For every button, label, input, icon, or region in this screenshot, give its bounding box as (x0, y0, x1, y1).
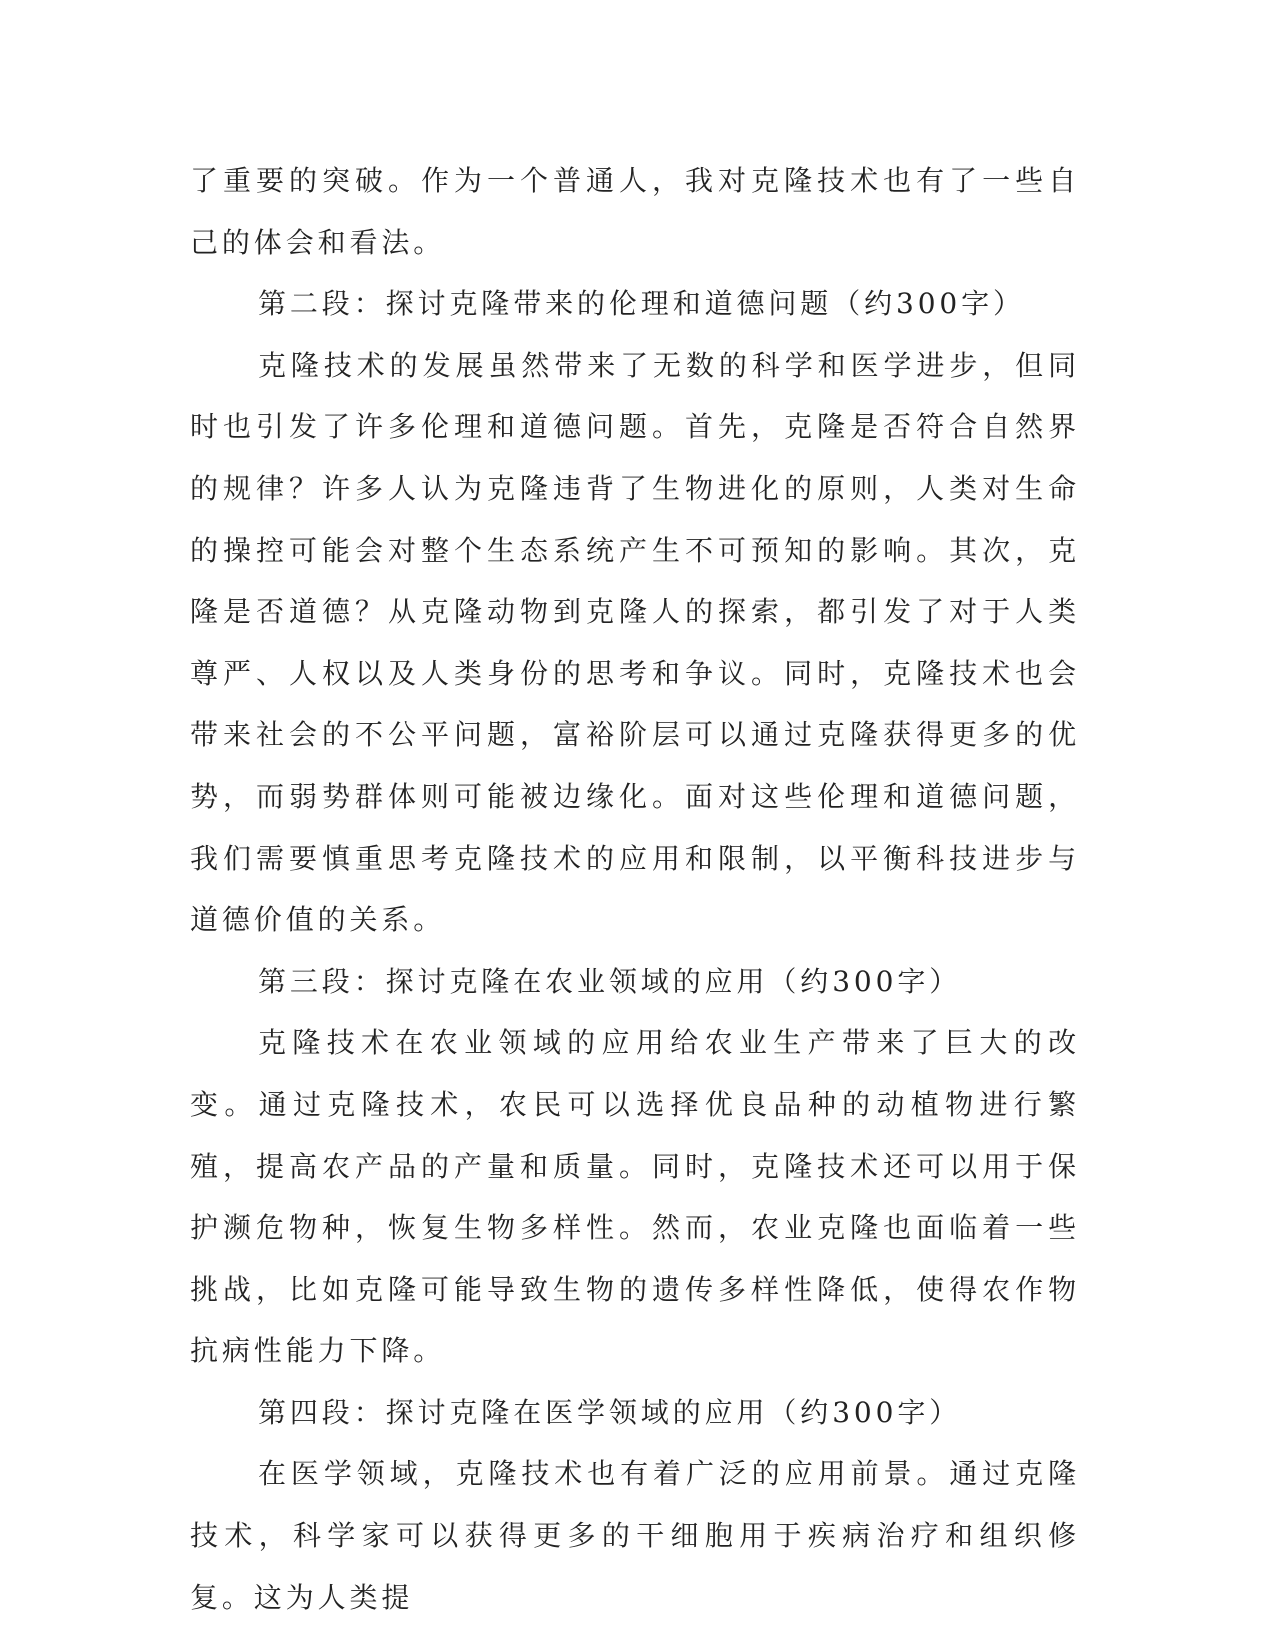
section-heading-medicine: 第四段：探讨克隆在医学领域的应用（约300字） (258, 1395, 962, 1429)
paragraph-intro-continued: 了重要的突破。作为一个普通人，我对克隆技术也有了一些自己的体会和看法。 (190, 164, 1080, 259)
document-body (190, 150, 1080, 1628)
paragraph-agriculture: 克隆技术在农业领域的应用给农业生产带来了巨大的改变。通过克隆技术，农民可以选择优良品种的动植物进行繁殖，提高农产品的产量和质量。同时，克隆技术还可以用于保护濒危物种，恢复生物多样性。然而，农业克隆也面临着一些挑战，比如克隆可能导致生物的遗传多样性降低，使得农作物抗病性能力下降。 (190, 1026, 1080, 1368)
paragraph-ethics: 克隆技术的发展虽然带来了无数的科学和医学进步，但同时也引发了许多伦理和道德问题。首先，克隆是否符合自然界的规律？许多人认为克隆违背了生物进化的原则，人类对生命的操控可能会对整个生态系统产生不可预知的影响。其次，克隆是否道德？从克隆动物到克隆人的探索，都引发了对于人类尊严、人权以及人类身份的思考和争议。同时，克隆技术也会带来社会的不公平问题，富裕阶层可以通过克隆获得更多的优势，而弱势群体则可能被边缘化。面对这些伦理和道德问题，我们需要慎重思考克隆技术的应用和限制，以平衡科技进步与道德价值的关系。 (190, 348, 1080, 937)
section-heading-agriculture: 第三段：探讨克隆在农业领域的应用（约300字） (258, 964, 962, 998)
paragraph-medicine: 在医学领域，克隆技术也有着广泛的应用前景。通过克隆技术，科学家可以获得更多的干细胞用于疾病治疗和组织修复。这为人类提 (190, 1457, 1080, 1614)
section-heading-ethics: 第二段：探讨克隆带来的伦理和道德问题（约300字） (258, 287, 1025, 321)
